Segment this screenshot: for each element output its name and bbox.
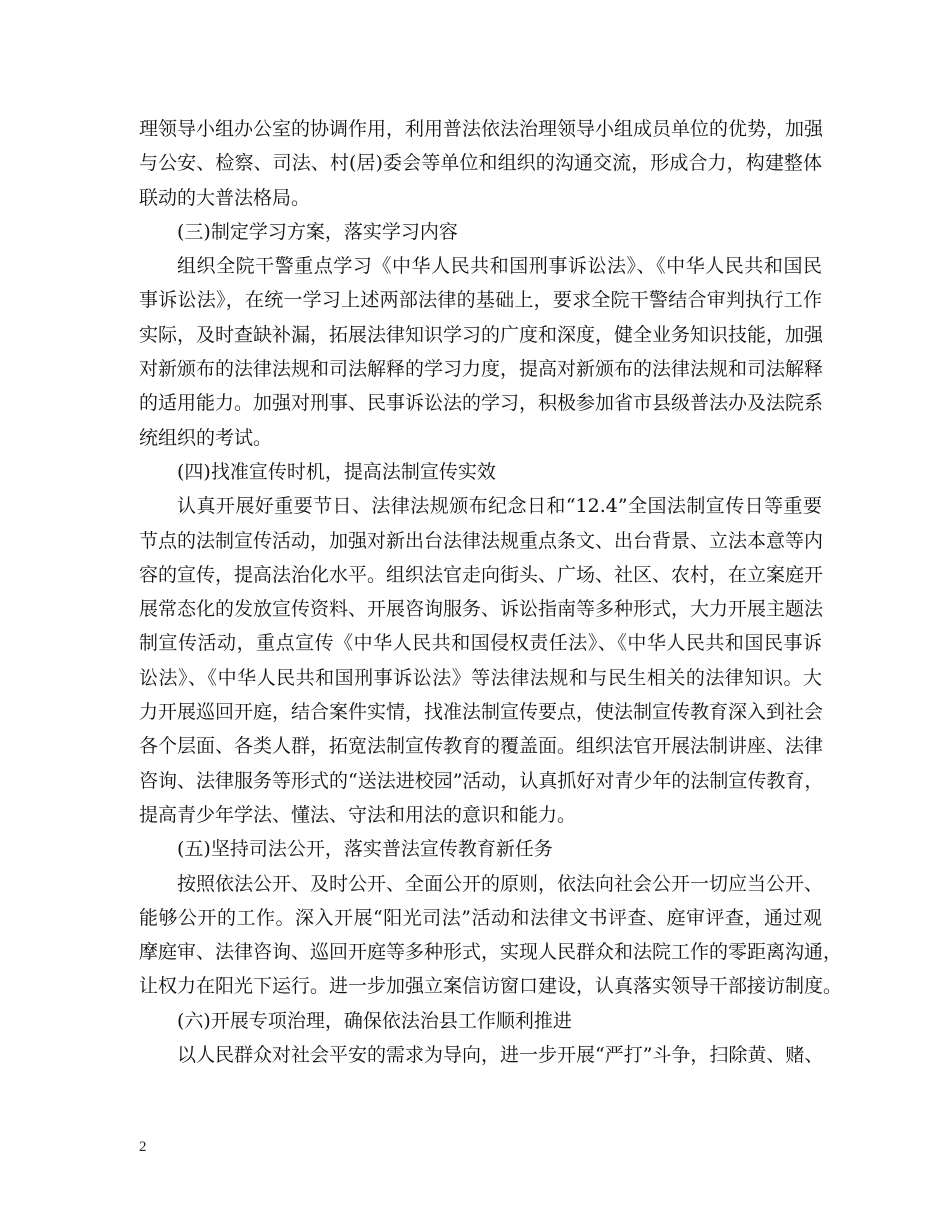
text-line: 咨询、法律服务等形式的“送法进校园”活动，认真抓好对青少年的法制宣传教育， — [139, 769, 824, 792]
text-line: (六)开展专项治理，确保依法治县工作顺利推进 — [177, 1009, 572, 1032]
text-line: 力开展巡回开庭，结合案件实情，找准法制宣传要点，使法制宣传教育深入到社会 — [139, 701, 824, 724]
text-line: 联动的大普法格局。 — [139, 186, 311, 209]
text-line: 对新颁布的法律法规和司法解释的学习力度，提高对新颁布的法律法规和司法解释 — [139, 358, 824, 381]
text-line: 节点的法制宣传活动，加强对新出台法律法规重点条文、出台背景、立法本意等内 — [139, 529, 824, 552]
text-line: 各个层面、各类人群，拓宽法制宣传教育的覆盖面。组织法官开展法制讲座、法律 — [139, 735, 824, 758]
text-line: 以人民群众对社会平安的需求为导向，进一步开展“严打”斗争，扫除黄、赌、 — [177, 1044, 824, 1067]
text-line: 讼法》、《中华人民共和国刑事诉讼法》等法律法规和与民生相关的法律知识。大 — [139, 666, 822, 689]
text-line: 提高青少年学法、懂法、守法和用法的意识和能力。 — [139, 803, 577, 826]
text-line: 事诉讼法》，在统一学习上述两部法律的基础上，要求全院干警结合审判执行工作 — [139, 289, 822, 312]
text-line: 的适用能力。加强对刑事、民事诉讼法的学习，积极参加省市县级普法办及法院系 — [139, 392, 824, 415]
text-line: 与公安、检察、司法、村(居)委会等单位和组织的沟通交流，形成合力，构建整体 — [139, 152, 822, 175]
text-line: 理领导小组办公室的协调作用，利用普法依法治理领导小组成员单位的优势，加强 — [139, 118, 824, 140]
text-line: 按照依法公开、及时公开、全面公开的原则，依法向社会公开一切应当公开、 — [177, 872, 824, 895]
text-line: (四)找准宣传时机，提高法制宣传实效 — [177, 460, 496, 483]
text-line: 能够公开的工作。深入开展“阳光司法”活动和法律文书评查、庭审评查，通过观 — [139, 906, 822, 929]
text-line: 统组织的考试。 — [139, 426, 273, 449]
text-line: 展常态化的发放宣传资料、开展咨询服务、诉讼指南等多种形式，大力开展主题法 — [139, 598, 824, 621]
text-line: 让权力在阳光下运行。进一步加强立案信访窗口建设，认真落实领导干部接访制度。 — [139, 975, 843, 998]
text-line: 制宣传活动，重点宣传《中华人民共和国侵权责任法》、《中华人民共和国民事诉 — [139, 632, 822, 655]
text-line: 组织全院干警重点学习《中华人民共和国刑事诉讼法》、《中华人民共和国民 — [177, 255, 822, 278]
document-body — [139, 112, 843, 1072]
page-number: 2 — [139, 1139, 147, 1155]
text-line: 实际，及时查缺补漏，拓展法律知识学习的广度和深度，健全业务知识技能，加强 — [139, 323, 824, 346]
text-line: (三)制定学习方案，落实学习内容 — [177, 220, 458, 243]
text-line: 认真开展好重要节日、法律法规颁布纪念日和“12.4”全国法制宣传日等重要 — [177, 495, 822, 518]
text-line: 摩庭审、法律咨询、巡回开庭等多种形式，实现人民群众和法院工作的零距离沟通， — [139, 941, 843, 964]
text-line: (五)坚持司法公开，落实普法宣传教育新任务 — [177, 838, 553, 861]
text-line: 容的宣传，提高法治化水平。组织法官走向街头、广场、社区、农村，在立案庭开 — [139, 563, 824, 586]
